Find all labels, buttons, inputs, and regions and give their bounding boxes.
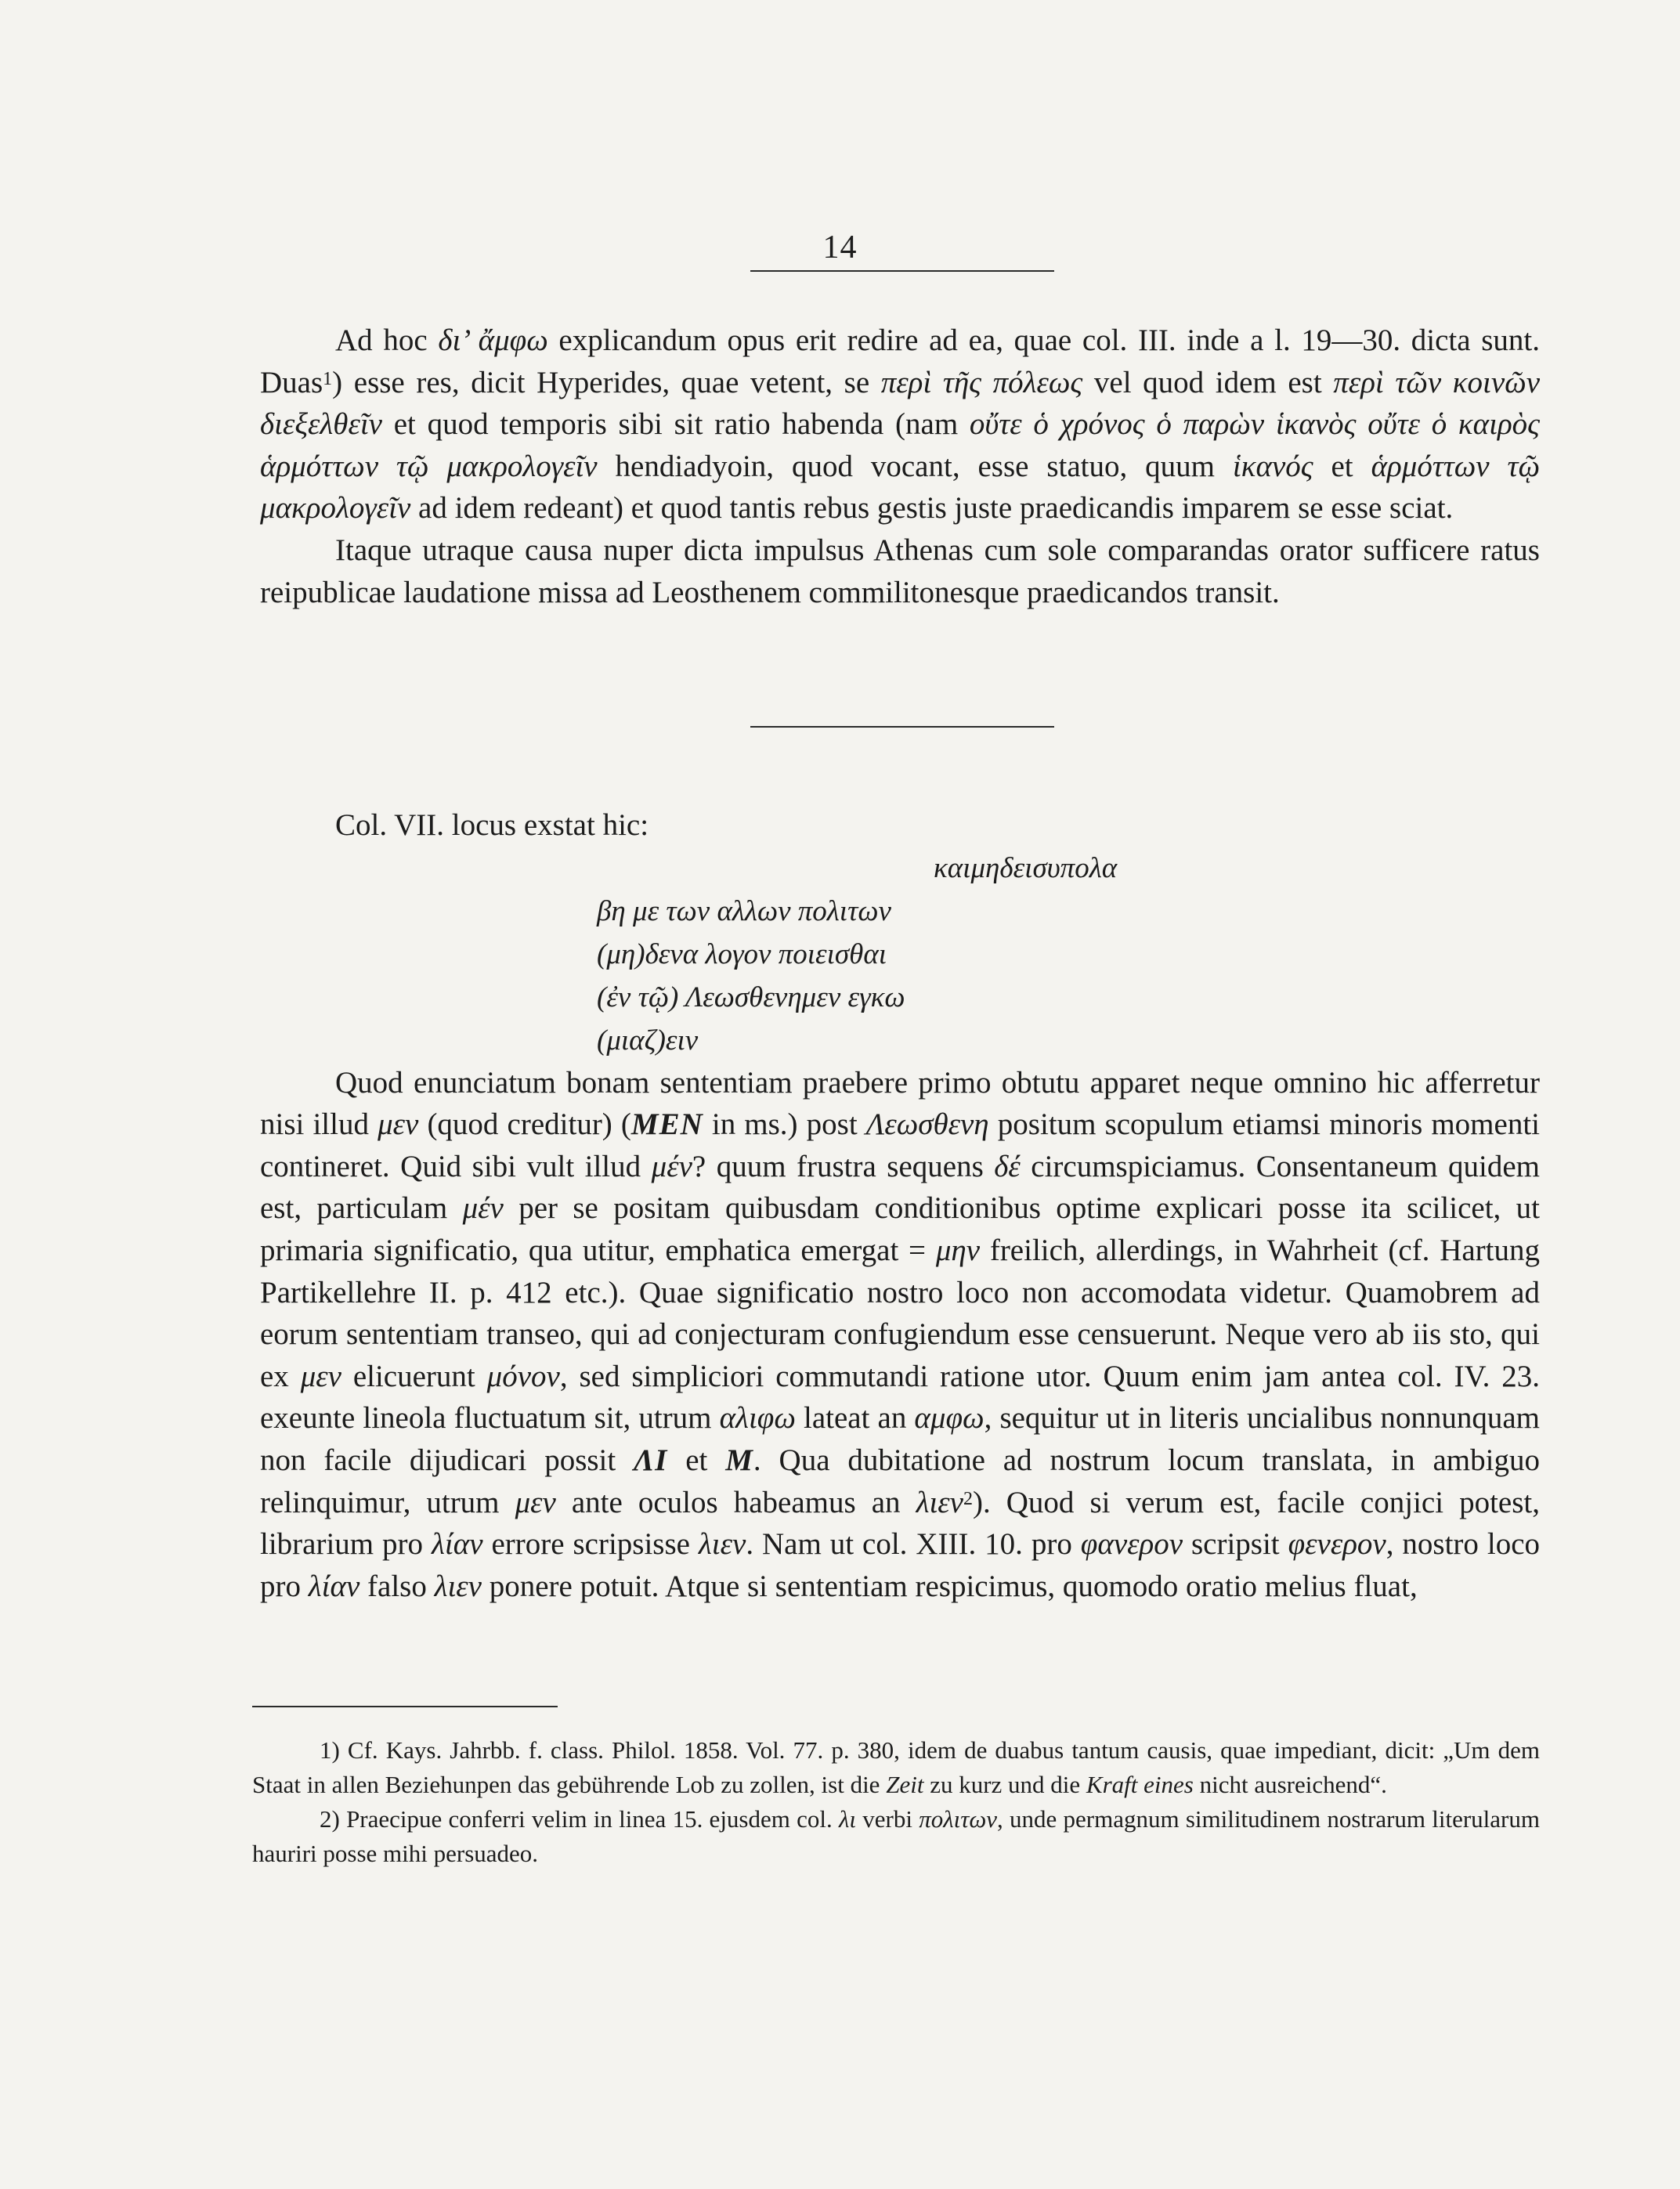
- text-run: freilich, allerdings, in Wahrheit (cf. Hartung Partikellehre II. p. 412 etc.). Quae significatio nostro loco non accomodata videtur. Quamobrem ad eorum sententiam transeo, qui ad conjecturam confugiendum esse censuerunt. Neque vero ab iis sto, qui ex: [260, 1233, 1540, 1393]
- paragraph-4: [260, 1062, 1540, 1608]
- text-run: ) esse res, dicit Hyperides, quae vetent, se: [332, 365, 881, 399]
- text-run: et quod temporis sibi sit ratio habenda (nam: [381, 407, 970, 442]
- greek-phrase: λιεν: [916, 1485, 963, 1519]
- footnote-marker: 1: [323, 368, 333, 389]
- greek-phrase: αλιφω: [719, 1401, 796, 1436]
- text-run: ponere potuit. Atque si sententiam respicimus, quomodo oratio melius fluat,: [481, 1569, 1418, 1603]
- greek-phrase: ἁρμόττων τῷ μακρολογεῖν: [260, 449, 1540, 526]
- paragraph-3: Col. VII. locus exstat hic:: [335, 808, 649, 842]
- greek-phrase: λιεν: [434, 1569, 482, 1603]
- text-run: Ad hoc: [335, 323, 439, 357]
- text-run: positum scopulum etiamsi minoris momenti contineret. Quid sibi vult illud: [260, 1107, 1541, 1183]
- paragraph-1: [260, 320, 1540, 529]
- greek-phrase: μόνον: [486, 1359, 560, 1393]
- text-run: . Nam ut col. XIII. 10. pro: [746, 1527, 1081, 1562]
- greek-phrase: ΛΙ: [634, 1443, 668, 1477]
- text-run: 2) Praecipue conferri velim in linea 15. ejusdem col.: [320, 1805, 839, 1833]
- emphasis: Zeit: [886, 1771, 924, 1798]
- text-run: et: [1313, 449, 1371, 483]
- greek-phrase: φανερον: [1080, 1527, 1183, 1562]
- greek-phrase: οὔτε ὁ χρόνος ὁ παρὼν ἱκανὸς οὔτε ὁ καιρὸς ἁρμόττων τῷ μακρολογεῖν: [260, 407, 1540, 483]
- greek-phrase: αμφω: [914, 1401, 985, 1436]
- quote-line: (μιαζ)ειν: [597, 1024, 699, 1057]
- text-run: falso: [359, 1569, 435, 1603]
- greek-phrase: πολιτων: [919, 1805, 998, 1833]
- text-run: vel quod idem est: [1082, 365, 1334, 399]
- quote-line: (μη)δενα λογον ποιεισθαι: [597, 937, 887, 970]
- text-block-lower: [260, 804, 1540, 1607]
- greek-phrase: λίαν: [432, 1527, 483, 1562]
- greek-phrase: μέν: [462, 1191, 504, 1226]
- text-run: elicuerunt: [341, 1359, 487, 1393]
- text-run: errore scripsisse: [482, 1527, 699, 1562]
- greek-phrase: μεν: [515, 1485, 556, 1519]
- text-run: , nostro loco pro: [260, 1527, 1541, 1603]
- greek-phrase: Λεωσθενη: [865, 1107, 989, 1142]
- text-run: verbi: [856, 1805, 919, 1833]
- text-run: in ms.) post: [703, 1107, 866, 1142]
- footnote-2: [252, 1802, 1540, 1871]
- text-run: . Qua dubitatione ad nostrum locum translata, in ambiguo relinquimur, utrum: [260, 1443, 1540, 1519]
- text-run: Quod enunciatum bonam sententiam praebere primo obtutu apparet neque omnino hic afferretur nisi illud: [260, 1065, 1540, 1142]
- text-run: 1) Cf. Kays. Jahrbb. f. class. Philol. 1858. Vol. 77. p. 380, idem de duabus tantum causis, quae impediant, dicit: „Um dem Staat in allen Beziehunpen das gebührende Lob zu zollen, ist die: [252, 1736, 1540, 1798]
- greek-phrase: ἱκανός: [1232, 449, 1313, 483]
- footnote-marker: 2: [963, 1488, 973, 1509]
- greek-phrase: δι’ ἄμφω: [438, 323, 548, 357]
- paragraph-2: Itaque utraque causa nuper dicta impulsus Athenas cum sole comparandas orator sufficere ratus reipublicae laudatione missa ad Leosthenem commilitonesque praedicandos transit.: [260, 533, 1540, 609]
- greek-phrase: μέν: [651, 1149, 692, 1183]
- emphasis: Kraft eines: [1086, 1771, 1194, 1798]
- greek-phrase: δέ: [994, 1149, 1021, 1183]
- greek-phrase: λι: [838, 1805, 857, 1833]
- text-run: , unde permagnum similitudinem nostrarum literularum hauriri posse mihi persuadeo.: [252, 1805, 1540, 1867]
- greek-phrase: Μ: [725, 1443, 753, 1477]
- greek-phrase: MEN: [630, 1107, 703, 1142]
- text-run: ante oculos habeamus an: [555, 1485, 916, 1519]
- quote-line: καιμηδεισυπολα: [934, 851, 1118, 884]
- text-run: , sed simpliciori commutandi ratione utor. Quum enim jam antea col. IV. 23. exeunte lineola fluctuatum sit, utrum: [260, 1359, 1540, 1436]
- inscription-quote: [260, 847, 1540, 1062]
- greek-phrase: λιεν: [698, 1527, 746, 1562]
- greek-phrase: μεν: [300, 1359, 341, 1393]
- header-rule: [750, 270, 1054, 272]
- greek-phrase: περὶ τῶν κοινῶν διεξελθεῖν: [260, 365, 1541, 442]
- page-number: 14: [822, 229, 858, 265]
- greek-phrase: μεν: [378, 1107, 419, 1142]
- text-run: hendiadyoin, quod vocant, esse statuo, quum: [597, 449, 1233, 483]
- section-divider: [750, 726, 1054, 728]
- greek-phrase: φενερον: [1288, 1527, 1386, 1562]
- greek-phrase: λίαν: [308, 1569, 360, 1603]
- footnotes: [252, 1733, 1540, 1871]
- text-run: , sequitur ut in literis uncialibus nonnunquam non facile dijudicari possit: [260, 1401, 1540, 1477]
- quote-line: βη με των αλλων πολιτων: [597, 894, 891, 927]
- quote-line: (ἐν τῷ) Λεωσθενημεν εγκω: [597, 981, 905, 1013]
- text-run: lateat an: [795, 1401, 915, 1436]
- footnote-1: [252, 1733, 1540, 1802]
- text-run: explicandum opus erit redire ad ea, quae col. III. inde a l. 19—30. dicta sunt. Duas: [260, 323, 1540, 399]
- text-run: ad idem redeant) et quod tantis rebus gestis juste praedicandis imparem se esse sciat.: [410, 491, 1454, 526]
- greek-phrase: μην: [935, 1233, 981, 1267]
- text-run: scripsit: [1183, 1527, 1288, 1562]
- text-run: nicht ausreichend“.: [1193, 1771, 1387, 1798]
- footnote-rule: [252, 1706, 558, 1707]
- text-run: ). Quod si verum est, facile conjici potest, librarium pro: [260, 1485, 1540, 1562]
- text-run: circumspiciamus. Consentaneum quidem est, particulam: [260, 1149, 1541, 1226]
- text-run: zu kurz und die: [923, 1771, 1086, 1798]
- greek-phrase: περὶ τῆς πόλεως: [880, 365, 1083, 399]
- text-run: et: [667, 1443, 726, 1477]
- text-block-upper: [260, 320, 1540, 613]
- text-run: (quod creditur) (: [418, 1107, 631, 1142]
- text-run: per se positam quibusdam conditionibus optime explicari posse ita scilicet, ut primaria significatio, qua utitur, emphatica emergat =: [260, 1191, 1540, 1267]
- text-run: ? quum frustra sequens: [692, 1149, 995, 1183]
